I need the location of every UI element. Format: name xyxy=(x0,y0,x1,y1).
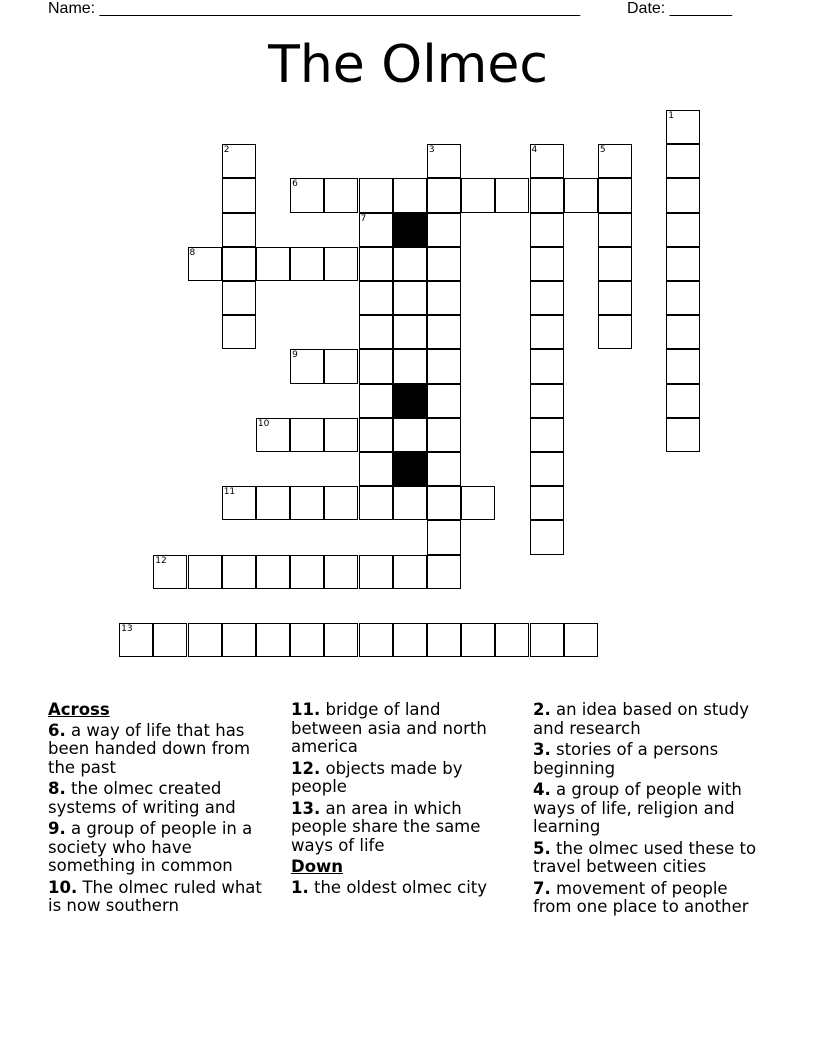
grid-cell[interactable] xyxy=(222,247,256,281)
grid-cell[interactable] xyxy=(188,247,222,281)
grid-cell[interactable] xyxy=(324,418,358,452)
clue-item-text: an area in which people share the same ways of life xyxy=(291,798,481,855)
clue-item-text: stories of a persons beginning xyxy=(533,740,719,778)
grid-cell[interactable] xyxy=(324,486,358,520)
grid-cell[interactable] xyxy=(290,486,324,520)
clue-item xyxy=(48,820,273,876)
grid-cell[interactable] xyxy=(530,213,564,247)
clue-number: 8 xyxy=(189,247,196,258)
grid-cell[interactable] xyxy=(427,452,461,486)
grid-cell[interactable] xyxy=(530,349,564,383)
clue-number: 6 xyxy=(292,179,298,190)
grid-cell[interactable] xyxy=(359,486,393,520)
grid-cell[interactable] xyxy=(530,520,564,554)
grid-cell[interactable] xyxy=(564,178,598,212)
clue-number: 13 xyxy=(121,624,133,634)
clue-number: 4 xyxy=(531,145,538,156)
grid-cell[interactable] xyxy=(359,213,393,247)
clue-item-number: 6. xyxy=(48,720,66,740)
grid-cell[interactable] xyxy=(222,281,256,315)
grid-black-cell xyxy=(393,384,427,418)
grid-cell[interactable] xyxy=(290,555,324,589)
grid-cell[interactable] xyxy=(393,486,427,520)
grid-cell[interactable] xyxy=(222,315,256,349)
clues-column-1 xyxy=(48,701,273,919)
clues-column-2 xyxy=(291,701,516,900)
grid-cell[interactable] xyxy=(222,213,256,247)
grid-cell[interactable] xyxy=(359,349,393,383)
grid-cell[interactable] xyxy=(359,623,393,657)
date-field-label[interactable]: Date: _______ xyxy=(627,0,732,17)
clues-column-3 xyxy=(533,701,758,920)
grid-cell[interactable] xyxy=(359,281,393,315)
clue-item-text: the oldest olmec city xyxy=(308,877,488,897)
clue-item-text: a group of people with ways of life, religion and learning xyxy=(533,780,742,836)
grid-cell[interactable] xyxy=(427,349,461,383)
clue-item-text: a group of people in a society who have something in common xyxy=(48,819,253,875)
clue-item-number: 10. xyxy=(48,877,78,897)
across-heading: Across xyxy=(48,700,110,719)
grid-cell[interactable] xyxy=(598,178,632,212)
grid-cell[interactable] xyxy=(427,144,461,178)
clue-item-text: a way of life that has been handed down from the past xyxy=(48,720,251,777)
clue-item-text: objects made by people xyxy=(291,758,463,796)
grid-cell[interactable] xyxy=(530,452,564,486)
grid-cell[interactable] xyxy=(256,486,290,520)
grid-cell[interactable] xyxy=(530,247,564,281)
grid-cell[interactable] xyxy=(290,349,324,383)
grid-cell[interactable] xyxy=(427,486,461,520)
clue-item xyxy=(291,879,516,898)
grid-cell[interactable] xyxy=(188,555,222,589)
grid-cell[interactable] xyxy=(598,144,632,178)
clue-number: 9 xyxy=(292,350,298,361)
clue-item-number: 9. xyxy=(48,819,66,838)
grid-cell[interactable] xyxy=(222,178,256,212)
grid-cell[interactable] xyxy=(188,623,222,657)
clue-item-text: the olmec used these to travel between cities xyxy=(533,838,757,876)
grid-cell[interactable] xyxy=(359,555,393,589)
grid-cell[interactable] xyxy=(530,486,564,520)
clue-item-number: 7. xyxy=(533,878,551,898)
grid-cell[interactable] xyxy=(393,281,427,315)
grid-black-cell xyxy=(393,213,427,247)
grid-cell[interactable] xyxy=(222,623,256,657)
grid-cell[interactable] xyxy=(393,555,427,589)
grid-cell[interactable] xyxy=(359,418,393,452)
grid-cell[interactable] xyxy=(461,486,495,520)
grid-cell[interactable] xyxy=(324,623,358,657)
clue-item-text: bridge of land between asia and north america xyxy=(291,700,487,756)
clue-item xyxy=(533,741,758,778)
grid-cell[interactable] xyxy=(495,623,529,657)
clue-number: 5 xyxy=(599,145,606,156)
clue-item-number: 1. xyxy=(291,877,309,897)
grid-cell[interactable] xyxy=(666,213,700,247)
grid-cell[interactable] xyxy=(427,247,461,281)
grid-cell[interactable] xyxy=(324,247,358,281)
clue-item-number: 8. xyxy=(48,779,66,798)
grid-cell[interactable] xyxy=(427,281,461,315)
grid-cell[interactable] xyxy=(222,486,256,520)
grid-cell[interactable] xyxy=(530,178,564,212)
clue-number: 2 xyxy=(223,145,230,156)
grid-cell[interactable] xyxy=(530,418,564,452)
clue-item xyxy=(48,780,273,817)
clue-item xyxy=(291,760,516,797)
clue-number: 11 xyxy=(223,487,236,498)
clue-item xyxy=(48,879,273,916)
grid-cell[interactable] xyxy=(530,623,564,657)
grid-cell[interactable] xyxy=(666,247,700,281)
down-heading: Down xyxy=(291,857,344,876)
clue-item-number: 2. xyxy=(533,700,551,719)
grid-cell[interactable] xyxy=(666,384,700,418)
grid-cell[interactable] xyxy=(256,623,290,657)
grid-cell[interactable] xyxy=(119,623,153,657)
clue-item-text: The olmec ruled what is now southern xyxy=(48,877,262,915)
grid-cell[interactable] xyxy=(530,384,564,418)
grid-cell[interactable] xyxy=(598,315,632,349)
clue-item-number: 12. xyxy=(291,758,321,778)
clue-item-text: an idea based on study and research xyxy=(533,700,749,738)
grid-cell[interactable] xyxy=(222,555,256,589)
grid-cell[interactable] xyxy=(290,178,324,212)
grid-cell[interactable] xyxy=(427,178,461,212)
grid-cell[interactable] xyxy=(324,349,358,383)
clue-number: 1 xyxy=(668,111,675,121)
grid-cell[interactable] xyxy=(393,623,427,657)
grid-cell[interactable] xyxy=(530,144,564,178)
grid-cell[interactable] xyxy=(393,247,427,281)
grid-black-cell xyxy=(393,452,427,486)
grid-cell[interactable] xyxy=(393,315,427,349)
grid-cell[interactable] xyxy=(427,418,461,452)
grid-cell[interactable] xyxy=(393,349,427,383)
clue-number: 10 xyxy=(257,418,270,429)
clue-item-text: the olmec created systems of writing and xyxy=(48,779,236,817)
grid-cell[interactable] xyxy=(666,315,700,349)
grid-cell[interactable] xyxy=(666,178,700,212)
grid-cell[interactable] xyxy=(359,452,393,486)
grid-cell[interactable] xyxy=(427,315,461,349)
grid-cell[interactable] xyxy=(393,418,427,452)
grid-cell[interactable] xyxy=(427,213,461,247)
grid-cell[interactable] xyxy=(393,178,427,212)
clue-item xyxy=(533,781,758,837)
grid-cell[interactable] xyxy=(427,520,461,554)
grid-cell[interactable] xyxy=(427,384,461,418)
clue-item xyxy=(291,800,516,856)
grid-cell[interactable] xyxy=(324,178,358,212)
grid-cell[interactable] xyxy=(427,555,461,589)
clue-item xyxy=(291,701,516,757)
clue-number: 7 xyxy=(360,213,367,224)
grid-cell[interactable] xyxy=(598,247,632,281)
clue-item xyxy=(533,840,758,877)
grid-cell[interactable] xyxy=(666,418,700,452)
grid-cell[interactable] xyxy=(530,281,564,315)
grid-cell[interactable] xyxy=(427,623,461,657)
grid-cell[interactable] xyxy=(359,315,393,349)
grid-cell[interactable] xyxy=(153,555,187,589)
grid-cell[interactable] xyxy=(564,623,598,657)
clue-item-number: 11. xyxy=(291,700,321,719)
name-field-label[interactable]: Name: ______________________________________________________ xyxy=(48,0,581,17)
clue-number: 3 xyxy=(428,145,435,156)
clue-item xyxy=(533,880,758,917)
grid-cell[interactable] xyxy=(666,281,700,315)
grid-cell[interactable] xyxy=(256,247,290,281)
grid-cell[interactable] xyxy=(530,315,564,349)
grid-cell[interactable] xyxy=(666,349,700,383)
clue-item-number: 13. xyxy=(291,798,321,818)
grid-cell[interactable] xyxy=(666,110,700,144)
page-title: The Olmec xyxy=(268,35,548,95)
clue-item xyxy=(533,701,758,738)
clue-item-text: movement of people from one place to another xyxy=(533,878,749,916)
grid-cell[interactable] xyxy=(598,213,632,247)
clue-item-number: 4. xyxy=(533,780,551,799)
grid-cell[interactable] xyxy=(153,623,187,657)
grid-cell[interactable] xyxy=(495,178,529,212)
grid-cell[interactable] xyxy=(461,178,495,212)
grid-cell[interactable] xyxy=(222,144,256,178)
grid-cell[interactable] xyxy=(256,555,290,589)
grid-cell[interactable] xyxy=(290,418,324,452)
clue-item xyxy=(48,722,273,778)
grid-cell[interactable] xyxy=(359,384,393,418)
clue-number: 12 xyxy=(155,555,167,566)
clue-item-number: 5. xyxy=(533,838,551,858)
grid-cell[interactable] xyxy=(666,144,700,178)
grid-cell[interactable] xyxy=(359,178,393,212)
grid-cell[interactable] xyxy=(461,623,495,657)
clue-item-number: 3. xyxy=(533,740,551,759)
grid-cell[interactable] xyxy=(359,247,393,281)
grid-cell[interactable] xyxy=(598,281,632,315)
grid-cell[interactable] xyxy=(290,247,324,281)
grid-cell[interactable] xyxy=(256,418,290,452)
grid-cell[interactable] xyxy=(324,555,358,589)
grid-cell[interactable] xyxy=(290,623,324,657)
